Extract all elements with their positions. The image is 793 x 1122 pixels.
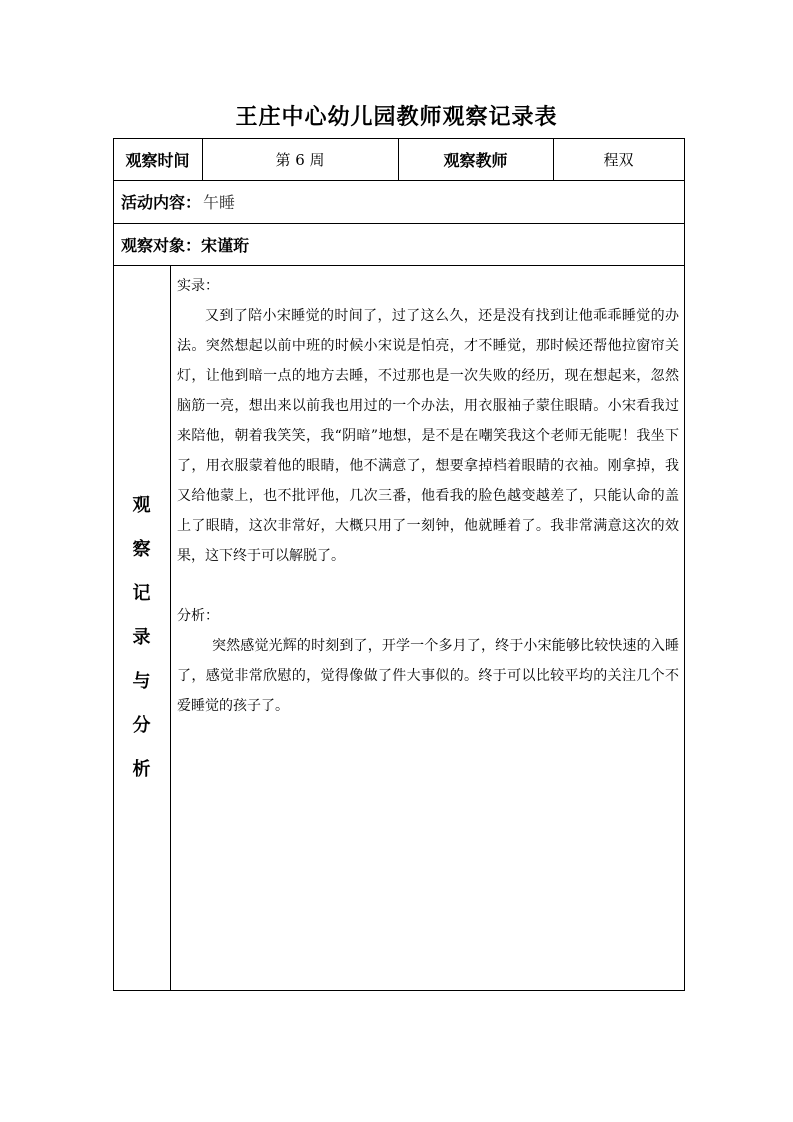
record-heading: 实录： [177, 278, 219, 294]
activity-value: 午睡 [203, 193, 236, 212]
record-content [177, 271, 679, 721]
side-label-char: 与 [132, 671, 151, 692]
subject-value: 宋谨珩 [201, 235, 250, 255]
side-label-char: 记 [132, 583, 151, 604]
side-label-char: 观 [132, 495, 151, 516]
table-divider [113, 265, 685, 266]
subject-row [121, 223, 249, 265]
time-label: 观察时间 [125, 150, 190, 170]
side-label-char: 察 [132, 539, 151, 560]
time-value: 第 6 周 [275, 150, 325, 169]
teacher-value: 程双 [603, 150, 634, 169]
record-text: 又到了陪小宋睡觉的时间了，过了这么久，还是没有找到让他乖乖睡觉的办法。突然想起以前中班的时候小宋说是怕亮，才不睡觉，那时候还帮他拉窗帘关灯，让他到暗一点的地方去睡，不过那也是一次失败的经历，现在想起来，忽然脑筋一亮，想出来以前我也用过的一个办法，用衣服袖子蒙住眼睛。小宋看我过来陪他，朝着我笑笑，我“阴暗”地想，是不是在嘲笑我这个老师无能呢！我坐下了，用衣服蒙着他的眼睛，他不满意了，想要拿掉档着眼睛的衣袖。刚拿掉，我又给他蒙上，也不批评他，几次三番，他看我的脸色越变越差了，只能认命的盖上了眼睛，这次非常好，大概只用了一刻钟，他就睡着了。我非常满意这次的效果，这下终于可以解脱了。 [177, 308, 679, 564]
activity-label: 活动内容： [121, 193, 202, 212]
table-border-bottom [113, 990, 685, 991]
table-divider [170, 265, 171, 990]
side-label-char: 录 [132, 627, 151, 648]
side-label-char: 分 [132, 715, 151, 736]
page-title: 王庄中心幼儿园教师观察记录表 [235, 105, 558, 130]
table-border-right [684, 138, 685, 990]
subject-label: 观察对象： [121, 235, 202, 255]
analysis-text: 突然感觉光辉的时刻到了，开学一个多月了，终于小宋能够比较快速的入睡了，感觉非常欣慰的，觉得像做了件大事似的。终于可以比较平均的关注几个不爱睡觉的孩子了。 [177, 638, 679, 714]
activity-row [121, 180, 235, 223]
analysis-heading: 分析： [177, 608, 219, 624]
side-label-char: 析 [132, 759, 151, 780]
teacher-label: 观察教师 [443, 150, 508, 170]
side-label [114, 484, 169, 792]
